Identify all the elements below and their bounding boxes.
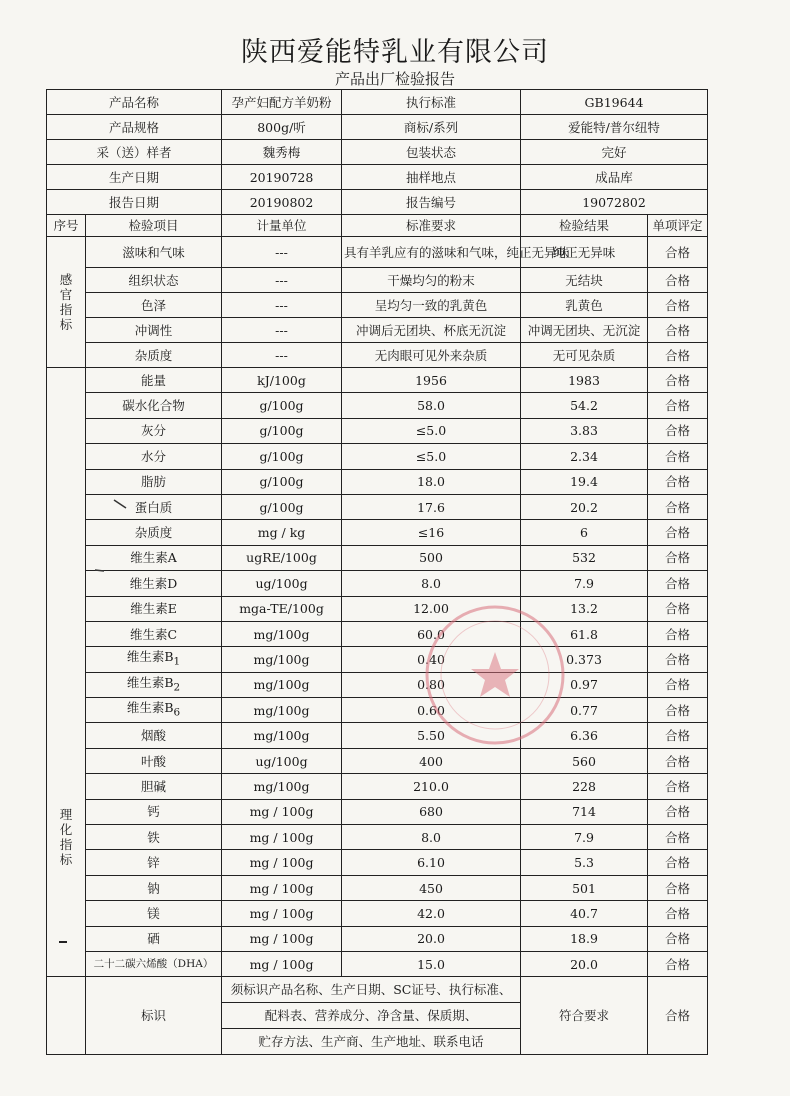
unit: mg / 100g [222, 875, 342, 900]
standard: 450 [342, 875, 521, 900]
result: 61.8 [521, 621, 648, 646]
unit: mg / 100g [222, 799, 342, 824]
result: 532 [521, 545, 648, 570]
requirement-line: 贮存方法、生产商、生产地址、联系电话 [258, 1034, 484, 1050]
item-name [86, 393, 222, 418]
standard: 0.60 [342, 698, 521, 723]
product-name-label: 产品名称 [47, 90, 222, 115]
item-text: 维生素B [126, 649, 174, 665]
report-date-value: 20190802 [222, 190, 342, 215]
standard: 17.6 [342, 494, 521, 519]
unit: mg/100g [222, 647, 342, 672]
physchem-row [47, 444, 708, 469]
spec-value: 800g/听 [222, 115, 342, 140]
unit: mg / 100g [222, 951, 342, 976]
result: 19.4 [521, 469, 648, 494]
unit: ug/100g [222, 571, 342, 596]
physchem-row [47, 520, 708, 545]
standard: ≤16 [342, 520, 521, 545]
unit: mg / 100g [222, 850, 342, 875]
physchem-row [47, 647, 708, 672]
standard: 具有羊乳应有的滋味和气味，纯正无异味 [342, 237, 521, 268]
product-name-value: 孕产妇配方羊奶粉 [222, 90, 342, 115]
result: 501 [521, 875, 648, 900]
report-no-value: 19072802 [521, 190, 708, 215]
item-name [86, 621, 222, 646]
physchem-row [47, 418, 708, 443]
item-name [86, 875, 222, 900]
unit: mg/100g [222, 672, 342, 697]
standard-label: 执行标准 [342, 90, 521, 115]
sample-site-value: 成品库 [521, 165, 708, 190]
physchem-row [47, 545, 708, 570]
item-name [86, 850, 222, 875]
item-name [86, 672, 222, 697]
item-text: 维生素B [126, 674, 174, 690]
item-name [86, 368, 222, 393]
unit: g/100g [222, 494, 342, 519]
result: 冲调无团块、无沉淀 [521, 318, 648, 343]
package-label: 包装状态 [342, 140, 521, 165]
requirement-line: 配料表、营养成分、净含量、保质期、 [222, 1003, 520, 1029]
item-name [86, 825, 222, 850]
item-text: 锌 [147, 855, 160, 871]
item-subscript: 1 [173, 655, 181, 668]
item-text: 维生素A [130, 550, 177, 566]
result: 7.9 [521, 825, 648, 850]
evaluation: 合格 [648, 293, 708, 318]
result: 0.97 [521, 672, 648, 697]
unit: g/100g [222, 469, 342, 494]
item-name: 色泽 [86, 293, 222, 318]
evaluation: 合格 [648, 469, 708, 494]
unit: ugRE/100g [222, 545, 342, 570]
standard: 20.0 [342, 926, 521, 951]
item-name [86, 723, 222, 748]
item-name [86, 774, 222, 799]
evaluation: 合格 [648, 571, 708, 596]
item-name [86, 545, 222, 570]
prod-date-value: 20190728 [222, 165, 342, 190]
physchem-row [47, 393, 708, 418]
standard: 18.0 [342, 469, 521, 494]
evaluation: 合格 [648, 418, 708, 443]
item-text: 硒 [147, 931, 160, 947]
column-header-row [47, 215, 708, 237]
unit: mg/100g [222, 621, 342, 646]
item-name [86, 571, 222, 596]
sensory-group-label [47, 237, 86, 368]
result: 无可见杂质 [521, 343, 648, 368]
info-row [47, 165, 708, 190]
unit: --- [222, 343, 342, 368]
evaluation: 合格 [648, 520, 708, 545]
item-name [86, 698, 222, 723]
evaluation: 合格 [648, 748, 708, 773]
unit: --- [222, 268, 342, 293]
sampler-value: 魏秀梅 [222, 140, 342, 165]
item-text: 镁 [147, 905, 160, 921]
evaluation: 合格 [648, 875, 708, 900]
info-row [47, 90, 708, 115]
evaluation: 合格 [648, 698, 708, 723]
physchem-row [47, 698, 708, 723]
item-text: 铁 [147, 829, 160, 845]
item-text: 灰分 [141, 423, 167, 439]
physchem-group-label [47, 368, 86, 977]
standard: 冲调后无团块、杯底无沉淀 [342, 318, 521, 343]
item-name [86, 596, 222, 621]
unit: --- [222, 237, 342, 268]
standard: 8.0 [342, 825, 521, 850]
col-header-result: 检验结果 [521, 215, 648, 237]
standard: 呈均匀一致的乳黄色 [342, 293, 521, 318]
unit: g/100g [222, 444, 342, 469]
unit: ug/100g [222, 748, 342, 773]
item-name: 杂质度 [86, 343, 222, 368]
result: 18.9 [521, 926, 648, 951]
unit: mg/100g [222, 723, 342, 748]
standard: ≤5.0 [342, 444, 521, 469]
group-text: 感官指标 [59, 272, 73, 332]
item-text: 杂质度 [134, 525, 173, 541]
evaluation: 合格 [648, 444, 708, 469]
unit: mg / kg [222, 520, 342, 545]
evaluation: 合格 [648, 799, 708, 824]
result: 5.3 [521, 850, 648, 875]
unit: --- [222, 293, 342, 318]
evaluation: 合格 [648, 723, 708, 748]
item-name [86, 926, 222, 951]
evaluation: 合格 [648, 850, 708, 875]
unit: mg / 100g [222, 825, 342, 850]
item-text: 碳水化合物 [122, 398, 185, 414]
prod-date-label: 生产日期 [47, 165, 222, 190]
result: 20.2 [521, 494, 648, 519]
item-text: 蛋白质 [134, 499, 173, 515]
physchem-row [47, 926, 708, 951]
evaluation: 合格 [648, 596, 708, 621]
requirement-line: 须标识产品名称、生产日期、SC证号、执行标准、 [222, 977, 520, 1003]
standard: 5.50 [342, 723, 521, 748]
result: 6.36 [521, 723, 648, 748]
result: 560 [521, 748, 648, 773]
item-name: 组织状态 [86, 268, 222, 293]
physchem-row [47, 825, 708, 850]
label-requirement [222, 977, 521, 1055]
physchem-row [47, 596, 708, 621]
physchem-row [47, 875, 708, 900]
physchem-row [47, 494, 708, 519]
item-name [86, 418, 222, 443]
item-name [86, 951, 222, 976]
physchem-row [47, 672, 708, 697]
item-text: 水分 [141, 448, 167, 464]
item-name: 冲调性 [86, 318, 222, 343]
item-name [86, 520, 222, 545]
standard: ≤5.0 [342, 418, 521, 443]
evaluation: 合格 [648, 494, 708, 519]
standard: 400 [342, 748, 521, 773]
standard: 0.80 [342, 672, 521, 697]
col-header-index: 序号 [47, 215, 86, 237]
evaluation: 合格 [648, 672, 708, 697]
result: 6 [521, 520, 648, 545]
item-text: 二十二碳六烯酸（DHA） [93, 957, 214, 970]
company-name: 陕西爱能特乳业有限公司 [241, 37, 549, 68]
item-name [86, 469, 222, 494]
evaluation: 合格 [648, 237, 708, 268]
result: 20.0 [521, 951, 648, 976]
group-text: 理化指标 [59, 807, 73, 868]
result: 0.373 [521, 647, 648, 672]
item-name [86, 748, 222, 773]
spec-label: 产品规格 [47, 115, 222, 140]
standard: 680 [342, 799, 521, 824]
evaluation: 合格 [648, 368, 708, 393]
item-text: 维生素B [126, 700, 174, 716]
item-subscript: 6 [173, 706, 181, 719]
report-title: 产品出厂检验报告 [334, 70, 455, 88]
result: 无结块 [521, 268, 648, 293]
item-text: 脂肪 [141, 474, 167, 490]
col-header-standard: 标准要求 [342, 215, 521, 237]
evaluation: 合格 [648, 825, 708, 850]
physchem-row [47, 850, 708, 875]
standard: 500 [342, 545, 521, 570]
unit: g/100g [222, 418, 342, 443]
standard: 58.0 [342, 393, 521, 418]
physchem-row [47, 621, 708, 646]
item-text: 维生素C [129, 626, 178, 642]
result: 54.2 [521, 393, 648, 418]
item-name [86, 444, 222, 469]
sensory-row [47, 268, 708, 293]
item-text: 钠 [147, 880, 160, 896]
unit: mg / 100g [222, 901, 342, 926]
evaluation: 合格 [648, 621, 708, 646]
item-text: 维生素E [130, 601, 177, 617]
evaluation: 合格 [648, 647, 708, 672]
sampler-label: 采（送）样者 [47, 140, 222, 165]
inspection-report-table [46, 89, 708, 1055]
result: 1983 [521, 368, 648, 393]
item-name: 滋味和气味 [86, 237, 222, 268]
item-name [86, 494, 222, 519]
standard: 1956 [342, 368, 521, 393]
item-text: 维生素D [129, 575, 178, 591]
result: 纯正无异味 [521, 237, 648, 268]
label-eval: 合格 [648, 977, 708, 1055]
physchem-row [47, 723, 708, 748]
unit: g/100g [222, 393, 342, 418]
label-result: 符合要求 [521, 977, 648, 1055]
sensory-row [47, 343, 708, 368]
item-subscript: 2 [173, 681, 181, 694]
col-header-item: 检验项目 [86, 215, 222, 237]
unit: --- [222, 318, 342, 343]
evaluation: 合格 [648, 318, 708, 343]
evaluation: 合格 [648, 774, 708, 799]
standard: 15.0 [342, 951, 521, 976]
standard: 42.0 [342, 901, 521, 926]
result: 40.7 [521, 901, 648, 926]
package-value: 完好 [521, 140, 708, 165]
info-row [47, 190, 708, 215]
physchem-row [47, 748, 708, 773]
item-text: 胆碱 [141, 778, 167, 794]
unit: mg / 100g [222, 926, 342, 951]
evaluation: 合格 [648, 926, 708, 951]
report-date-label: 报告日期 [47, 190, 222, 215]
physchem-row [47, 951, 708, 976]
standard: 210.0 [342, 774, 521, 799]
standard: 8.0 [342, 571, 521, 596]
result: 2.34 [521, 444, 648, 469]
label-index [47, 977, 86, 1055]
report-no-label: 报告编号 [342, 190, 521, 215]
evaluation: 合格 [648, 393, 708, 418]
result: 乳黄色 [521, 293, 648, 318]
standard-value: GB19644 [521, 90, 708, 115]
evaluation: 合格 [648, 343, 708, 368]
standard: 0.40 [342, 647, 521, 672]
standard: 无肉眼可见外来杂质 [342, 343, 521, 368]
info-row [47, 115, 708, 140]
sample-site-label: 抽样地点 [342, 165, 521, 190]
item-text: 叶酸 [141, 753, 167, 769]
label-row [47, 977, 708, 1055]
evaluation: 合格 [648, 901, 708, 926]
result: 714 [521, 799, 648, 824]
item-text: 能量 [141, 372, 167, 388]
unit: mg/100g [222, 698, 342, 723]
physchem-row [47, 571, 708, 596]
brand-value: 爱能特/普尔纽特 [521, 115, 708, 140]
label-item: 标识 [86, 977, 222, 1055]
col-header-unit: 计量单位 [222, 215, 342, 237]
item-text: 烟酸 [141, 728, 167, 744]
physchem-row [47, 774, 708, 799]
unit: mg/100g [222, 774, 342, 799]
item-name [86, 647, 222, 672]
result: 13.2 [521, 596, 648, 621]
evaluation: 合格 [648, 951, 708, 976]
item-name [86, 901, 222, 926]
brand-label: 商标/系列 [342, 115, 521, 140]
unit: kJ/100g [222, 368, 342, 393]
physchem-row [47, 799, 708, 824]
col-header-eval: 单项评定 [648, 215, 708, 237]
standard: 干燥均匀的粉末 [342, 268, 521, 293]
unit: mga-TE/100g [222, 596, 342, 621]
result: 228 [521, 774, 648, 799]
result: 7.9 [521, 571, 648, 596]
item-text: 钙 [147, 804, 160, 820]
result: 0.77 [521, 698, 648, 723]
standard: 6.10 [342, 850, 521, 875]
standard: 12.00 [342, 596, 521, 621]
sensory-row [47, 318, 708, 343]
physchem-row [47, 368, 708, 393]
item-name [86, 799, 222, 824]
sensory-row [47, 293, 708, 318]
physchem-row [47, 469, 708, 494]
sensory-row [47, 237, 708, 268]
physchem-row [47, 901, 708, 926]
result: 3.83 [521, 418, 648, 443]
evaluation: 合格 [648, 268, 708, 293]
standard: 60.0 [342, 621, 521, 646]
evaluation: 合格 [648, 545, 708, 570]
info-row [47, 140, 708, 165]
